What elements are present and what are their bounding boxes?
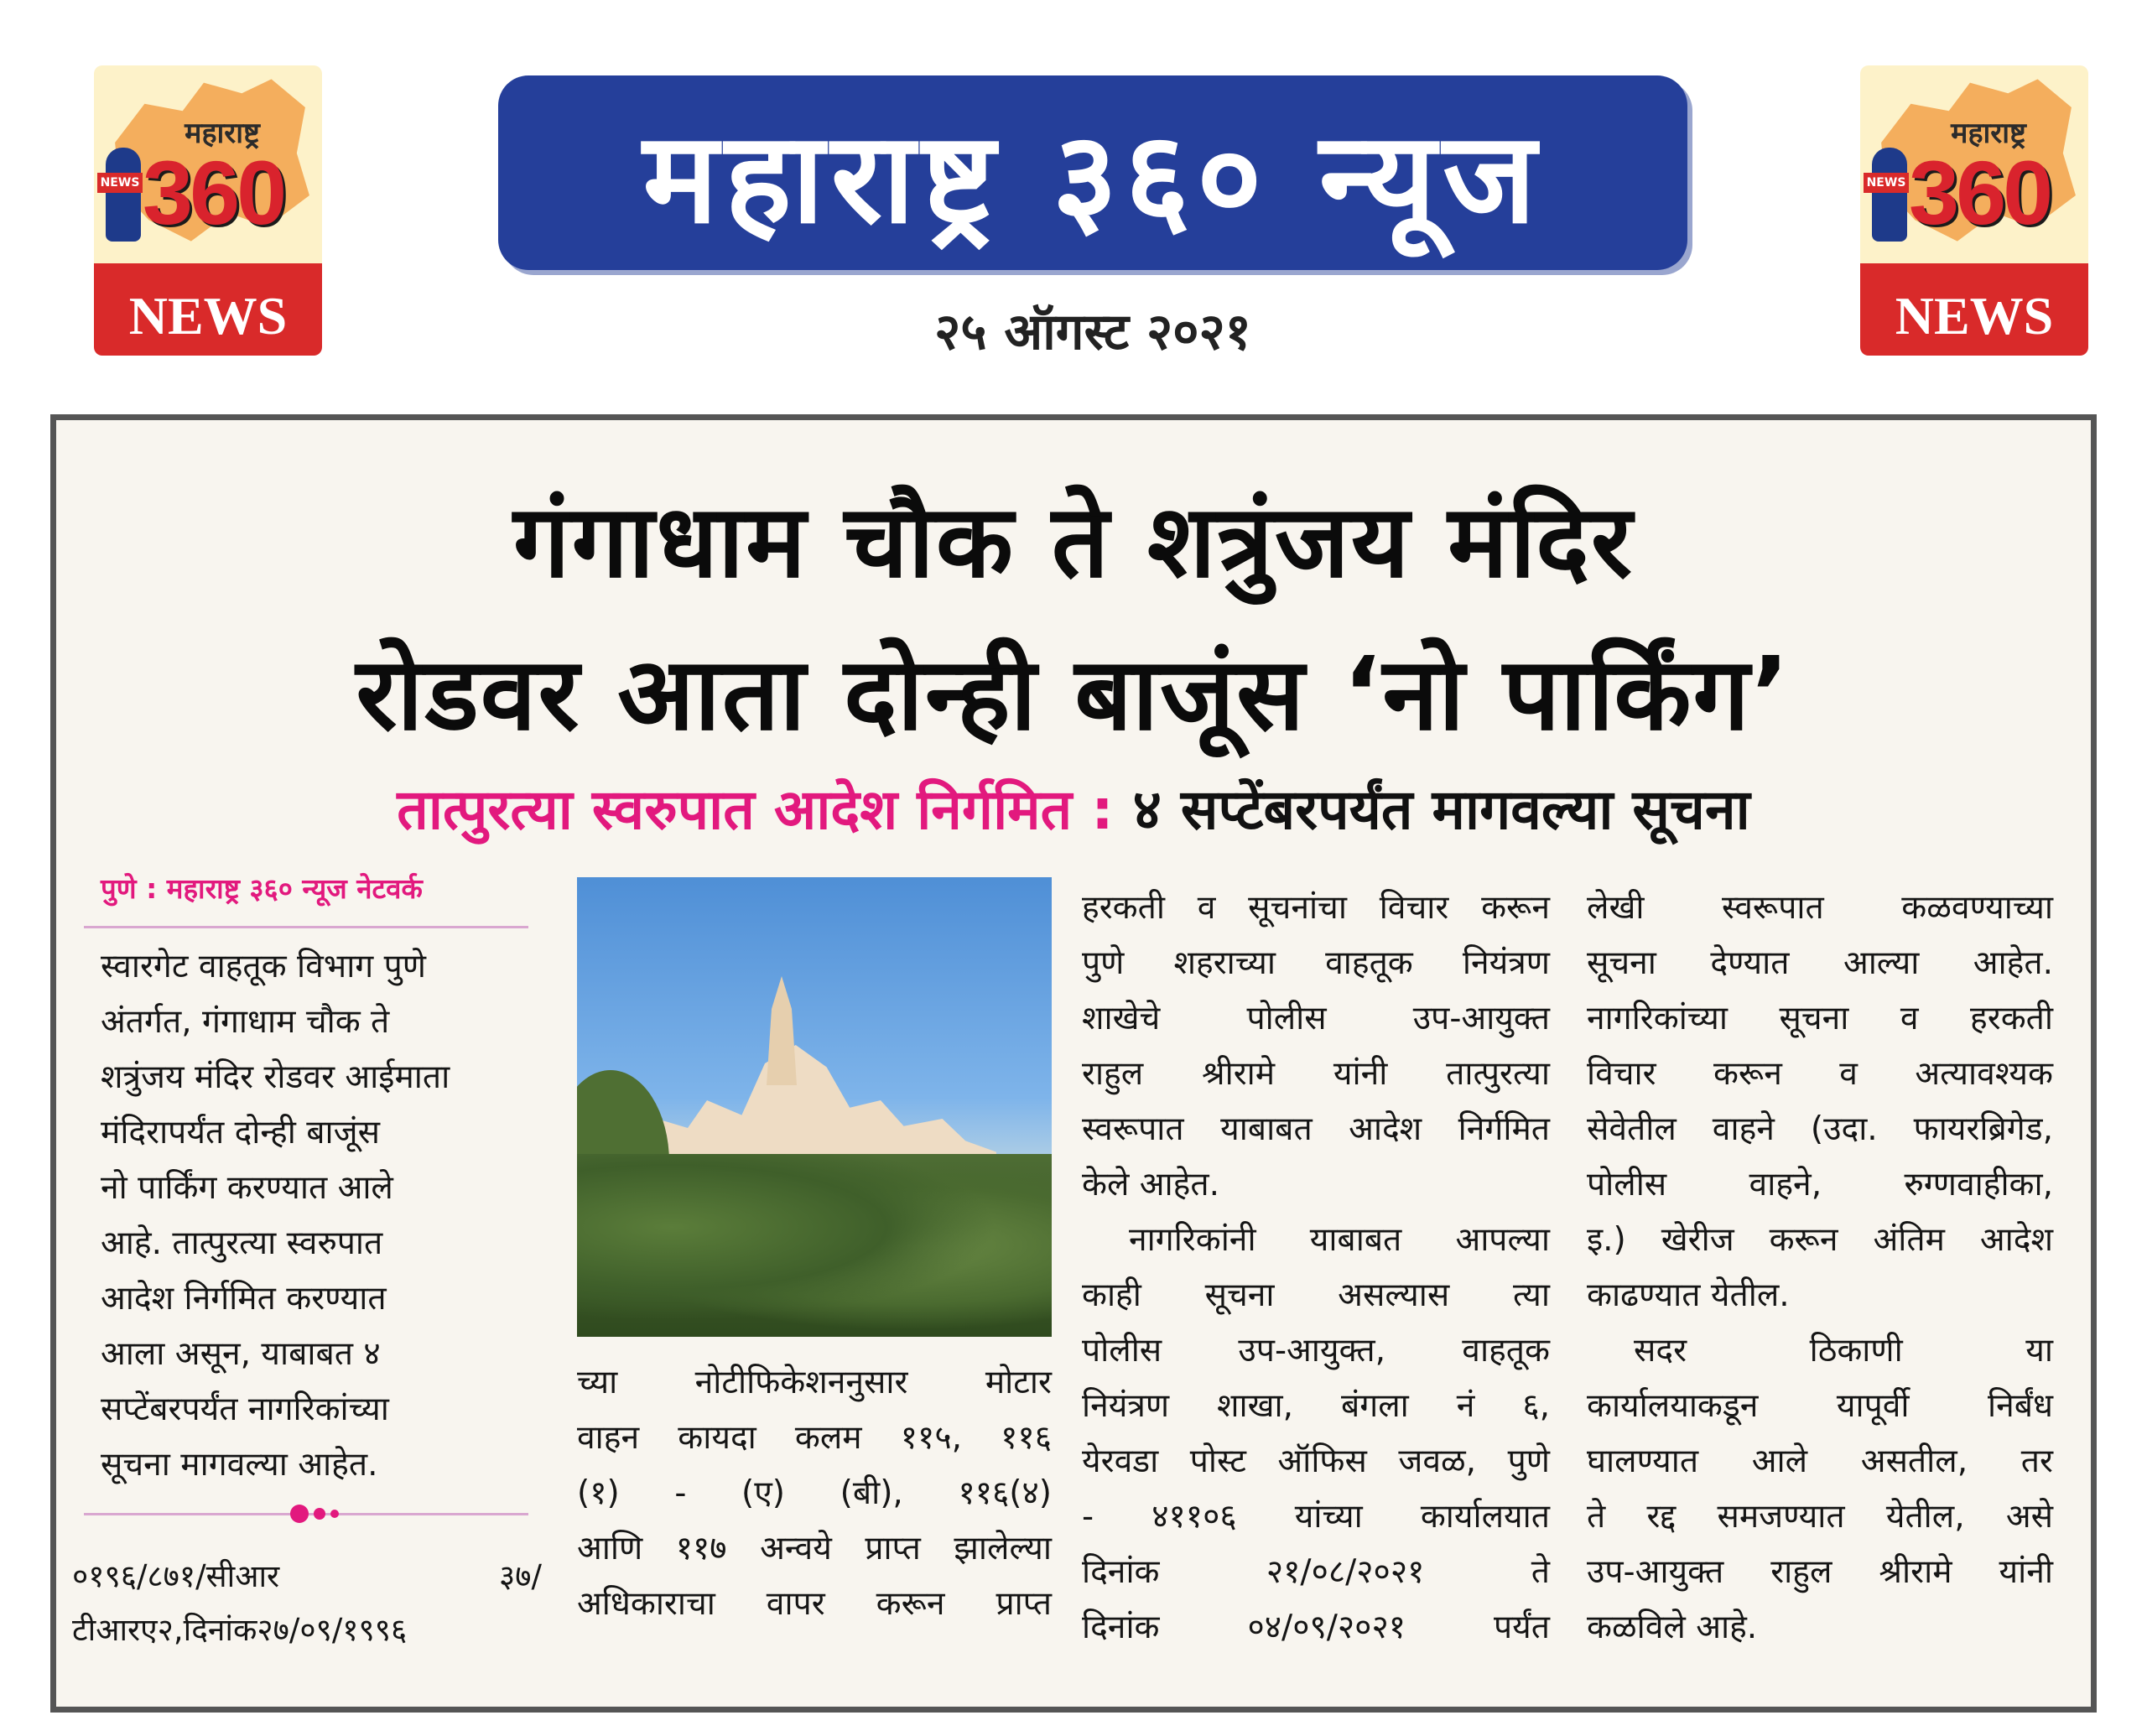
text-line: टीआरए२,दिनांक२७/०९/१९९६ [72, 1612, 408, 1648]
text-line: अंतर्गत, गंगाधाम चौक ते [101, 1003, 390, 1041]
text-line: कार्यालयाकडून यापूर्वी निर्बंध [1587, 1387, 2053, 1425]
masthead-title: महाराष्ट्र ३६० न्यूज [642, 106, 1543, 252]
logo-left [94, 65, 322, 356]
text-line: सूचना मागवल्या आहेत. [101, 1446, 378, 1484]
mic-tag: NEWS [97, 173, 143, 193]
logo-news-label: NEWS [1895, 286, 2054, 346]
column-4 [1587, 881, 2053, 1655]
text-line: नागरिकांच्या सूचना व हरकती [1587, 1000, 2053, 1037]
column-2 [577, 1355, 1052, 1632]
temple-photo [577, 877, 1052, 1337]
text-line: वाहन कायदा कलम ११५, ११६ [577, 1419, 1052, 1457]
text-line: शाखेचे पोलीस उप-आयुक्त [1082, 1000, 1550, 1037]
text-line: येरवडा पोस्ट ऑफिस जवळ, पुणे [1082, 1442, 1550, 1480]
logo-number: 360 [143, 142, 284, 243]
column-1 [101, 939, 537, 1493]
text-line: हरकती व सूचनांचा विचार करून [1082, 889, 1550, 927]
headline-line-1: गंगाधाम चौक ते शत्रुंजय मंदिर [513, 484, 1634, 600]
column-3 [1082, 881, 1550, 1655]
text-line: - ४११०६ यांच्या कार्यालयात [1082, 1498, 1550, 1536]
text-line: मंदिरापर्यंत दोन्ही बाजूंस [101, 1114, 380, 1151]
text-line: आला असून, याबाबत ४ [101, 1335, 381, 1373]
logo-title: महाराष्ट्र [1951, 117, 2026, 150]
text-line: सेवेतील वाहने (उदा. फायरब्रिगेड, [1587, 1110, 2053, 1148]
logo-number: 360 [1909, 142, 2051, 243]
text-line: च्या नोटीफिकेशननुसार मोटार [577, 1364, 1052, 1401]
text-line: सूचना देण्यात आल्या आहेत. [1587, 944, 2053, 982]
logo-right [1860, 65, 2088, 356]
text-line: काही सूचना असल्यास त्या [1082, 1276, 1550, 1314]
text-line: राहुल श्रीरामे यांनी तात्पुरत्या [1082, 1055, 1550, 1093]
text-line: दिनांक २१/०८/२०२१ ते [1082, 1553, 1550, 1591]
text-line: दिनांक ०४/०९/२०२१ पर्यंत [1082, 1609, 1550, 1646]
text-line: घालण्यात आले असतील, तर [1587, 1442, 2053, 1480]
text-line: ते रद्द समजण्यात येतील, असे [1587, 1498, 2053, 1536]
subheadline [56, 770, 2091, 845]
text-line: सदर ठिकाणी या [1634, 1332, 2053, 1370]
logo-title: महाराष्ट्र [185, 117, 260, 150]
dateline: पुणे : महाराष्ट्र ३६० न्यूज नेटवर्क [101, 872, 423, 905]
text-line: केले आहेत. [1082, 1166, 1219, 1203]
text-line: आणि ११७ अन्वये प्राप्त झालेल्या [577, 1530, 1052, 1567]
logo-news-label: NEWS [128, 286, 288, 346]
subhead-dark: ४ सप्टेंबरपर्यंत मागवल्या सूचना [1132, 777, 1750, 842]
text-line: (१) - (ए) (बी), ११६(४) [577, 1474, 1052, 1512]
subhead-pink: तात्पुरत्या स्वरुपात आदेश निर्गमित : [397, 777, 1114, 842]
text-line: नागरिकांनी याबाबत आपल्या [1129, 1221, 1550, 1259]
headline-line-2: रोडवर आता दोन्ही बाजूंस ‘नो पार्किंग’ [356, 637, 1791, 753]
text-line: पोलीस उप-आयुक्त, वाहतूक [1082, 1332, 1550, 1370]
text-line: कळविले आहे. [1587, 1609, 1758, 1646]
issue-date: २५ ऑगस्ट २०२१ [934, 303, 1251, 361]
text-line: नियंत्रण शाखा, बंगला नं ६, [1082, 1387, 1550, 1425]
reference-number [72, 1550, 542, 1657]
text-line: पुणे शहराच्या वाहतूक नियंत्रण [1082, 944, 1550, 982]
text-line: शत्रुंजय मंदिर रोडवर आईमाता [101, 1058, 450, 1096]
masthead [498, 75, 1687, 270]
text-line: स्वरूपात याबाबत आदेश निर्गमित [1082, 1110, 1550, 1148]
trees-shape [577, 1154, 1052, 1337]
text-line: आदेश निर्गमित करण्यात [101, 1280, 387, 1318]
text-line: सप्टेंबरपर्यंत नागरिकांच्या [101, 1390, 389, 1428]
divider [84, 926, 528, 928]
text-line: आहे. तात्पुरत्या स्वरुपात [101, 1224, 383, 1262]
mic-tag: NEWS [1864, 173, 1909, 193]
text-line: ०१९६/८७१/सीआर ३७/ [72, 1558, 542, 1594]
text-line: नो पार्किंग करण्यात आले [101, 1169, 393, 1207]
text-line: उप-आयुक्त राहुल श्रीरामे यांनी [1587, 1553, 2053, 1591]
text-line: काढण्यात येतील. [1587, 1276, 1790, 1314]
text-line: लेखी स्वरूपात कळवण्याच्या [1587, 889, 2053, 927]
text-line: अधिकाराचा वापर करून प्राप्त [577, 1585, 1052, 1623]
text-line: स्वारगेट वाहतूक विभाग पुणे [101, 948, 426, 985]
microphone-icon [1872, 148, 1907, 242]
text-line: विचार करून व अत्यावश्यक [1587, 1055, 2053, 1093]
microphone-icon [106, 148, 141, 242]
divider-dots-icon [290, 1503, 339, 1525]
text-line: पोलीस वाहने, रुग्णवाहीका, [1587, 1166, 2053, 1203]
text-line: इ.) खेरीज करून अंतिम आदेश [1587, 1221, 2053, 1259]
